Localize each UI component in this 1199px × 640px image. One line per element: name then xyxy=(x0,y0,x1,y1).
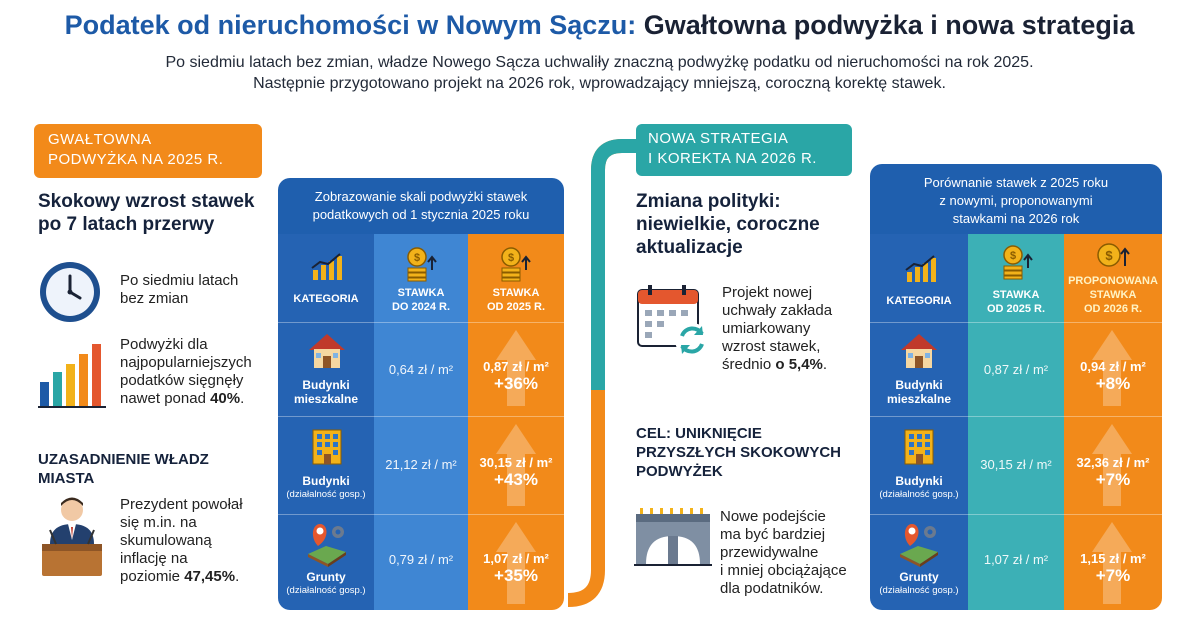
new-rate-value: 1,07 zł / m² xyxy=(483,551,549,566)
new-rate-value: 1,15 zł / m² xyxy=(1080,551,1146,566)
text-end: . xyxy=(822,356,828,373)
clock-icon xyxy=(36,258,104,326)
bar-chart-icon xyxy=(36,340,108,410)
new-rate-value: 32,36 zł / m² xyxy=(1076,455,1150,470)
text-line: umiarkowany xyxy=(722,320,811,337)
row-divider xyxy=(870,514,1162,515)
row3-new-rate xyxy=(468,550,564,584)
label-line: PROPONOWANA xyxy=(1068,275,1158,287)
percent-change: +8% xyxy=(1095,374,1131,393)
text-line: nawet ponad xyxy=(120,390,211,407)
point-increase xyxy=(120,336,280,408)
badge-line: GWAŁTOWNA xyxy=(48,131,152,148)
heading-line: niewielkie, coroczne xyxy=(636,214,820,235)
timeline-connector xyxy=(560,130,640,612)
house-icon xyxy=(898,330,940,370)
text-line: Projekt nowej xyxy=(722,284,813,301)
label-line: STAWKA xyxy=(397,287,445,299)
highlight-value: o 5,4% xyxy=(775,356,823,373)
subtitle-line2: Następnie przygotowano projekt na 2026 rok, wprowadzający mniejszą, coroczną korektę stawek. xyxy=(253,75,946,92)
row3-category xyxy=(278,570,374,598)
middle-heading xyxy=(636,190,866,259)
text-line: ma być bardziej xyxy=(720,526,826,543)
row1-old-rate: 0,87 zł / m² xyxy=(983,362,1049,377)
text-end: . xyxy=(240,390,245,407)
table-2026-comparison xyxy=(870,164,1162,610)
land-pin-icon xyxy=(304,520,350,568)
category-note: (działalność gosp.) xyxy=(879,585,959,596)
row1-category xyxy=(870,378,968,406)
label-line: OD 2025 R. xyxy=(986,303,1046,315)
col-old-label xyxy=(374,286,468,314)
new-rate-value: 30,15 zł / m² xyxy=(479,455,553,470)
text-line: najpopularniejszych xyxy=(120,354,252,371)
col-new-label xyxy=(1064,274,1162,316)
row1-category xyxy=(278,378,374,406)
header-line: Porównanie stawek z 2025 roku xyxy=(923,175,1109,190)
category-note: (działalność gosp.) xyxy=(286,489,366,500)
point-inflation xyxy=(120,496,280,586)
percent-change: +43% xyxy=(494,470,538,489)
table-header xyxy=(278,178,564,234)
label-line: STAWKA xyxy=(492,287,540,299)
heading-line: Zmiana polityki: xyxy=(636,191,781,212)
text-line: bez zmian xyxy=(120,290,189,307)
category-line: mieszkalne xyxy=(293,392,359,406)
col-new-label xyxy=(468,286,564,314)
percent-change: +7% xyxy=(1095,470,1131,489)
text-line: poziomie xyxy=(120,568,185,585)
heading-line: Skokowy wzrost stawek xyxy=(38,191,255,212)
text-line: skumulowaną xyxy=(120,532,212,549)
up-arrow-graphic xyxy=(496,424,536,454)
row3-old-rate: 1,07 zł / m² xyxy=(983,552,1049,567)
col-old-label xyxy=(968,288,1064,316)
category-line: Grunty xyxy=(306,570,346,584)
row-divider xyxy=(870,416,1162,417)
text-line: uchwały zakłada xyxy=(722,302,833,319)
category-line: mieszkalne xyxy=(886,392,952,406)
heading-line: PODWYŻEK xyxy=(636,463,723,480)
text-line: dla podatników. xyxy=(720,580,824,597)
up-arrow-graphic xyxy=(496,522,536,552)
text-line: wzrost stawek, xyxy=(722,338,821,355)
badge-line: I KOREKTA NA 2026 R. xyxy=(648,150,817,167)
category-line: Budynki xyxy=(895,378,943,392)
percent-change: +35% xyxy=(494,566,538,585)
row-divider xyxy=(278,514,564,515)
row2-category xyxy=(870,474,968,502)
label-line: OD 2025 R. xyxy=(486,301,546,313)
text-line: średnio xyxy=(722,356,776,373)
category-note: (działalność gosp.) xyxy=(879,489,959,500)
category-line: Grunty xyxy=(899,570,939,584)
speaker-podium-icon xyxy=(36,494,108,580)
up-arrow-graphic xyxy=(1092,330,1132,360)
heading-line: MIASTA xyxy=(38,470,95,487)
label-line: OD 2026 R. xyxy=(1083,303,1143,315)
office-building-icon xyxy=(310,426,344,466)
svg-text:$: $ xyxy=(1105,248,1113,263)
row1-new-rate xyxy=(468,358,564,392)
heading-line: aktualizacje xyxy=(636,237,743,258)
badge-line: NOWA STRATEGIA xyxy=(648,130,789,147)
justification-heading xyxy=(38,450,268,488)
row-divider xyxy=(278,322,564,323)
text-line: przewidywalne xyxy=(720,544,819,561)
row-divider xyxy=(870,322,1162,323)
land-pin-icon xyxy=(896,520,942,568)
goal-heading xyxy=(636,424,866,481)
title-part2: Gwałtowna podwyżka i nowa strategia xyxy=(636,10,1135,40)
text-line: i mniej obciążające xyxy=(720,562,847,579)
up-arrow-graphic xyxy=(1092,424,1132,454)
heading-line: CEL: UNIKNIĘCIE xyxy=(636,425,762,442)
row2-category xyxy=(278,474,374,502)
page-title xyxy=(0,10,1199,41)
row2-new-rate xyxy=(468,454,564,488)
header-line: z nowymi, proponowanymi xyxy=(939,193,1093,208)
new-rate-value: 0,94 zł / m² xyxy=(1080,359,1146,374)
subtitle-line1: Po siedmiu latach bez zmian, władze Nowego Sącza uchwaliły znaczną podwyżkę podatku od nieruchomości na rok 2025. xyxy=(165,54,1034,71)
table-2025-increase xyxy=(278,178,564,610)
row2-old-rate: 30,15 zł / m² xyxy=(980,457,1052,472)
row1-new-rate xyxy=(1064,358,1162,392)
up-arrow-graphic xyxy=(496,330,536,360)
label-line: DO 2024 R. xyxy=(391,301,451,313)
label-line: STAWKA xyxy=(992,289,1040,301)
new-rate-value: 0,87 zł / m² xyxy=(483,359,549,374)
subtitle xyxy=(0,52,1199,94)
text-line: się m.in. na xyxy=(120,514,197,531)
text-line: podatków sięgnęły xyxy=(120,372,244,389)
text-line: inflację na xyxy=(120,550,188,567)
row3-category xyxy=(870,570,968,598)
col-category-label: KATEGORIA xyxy=(886,295,952,307)
svg-text:$: $ xyxy=(1009,250,1017,262)
strategy-badge xyxy=(636,124,852,176)
coins-icon xyxy=(1000,244,1034,280)
bridge-icon xyxy=(634,506,712,568)
coins-icon xyxy=(1096,242,1130,272)
row3-old-rate: 0,79 zł / m² xyxy=(388,552,454,567)
label-line: STAWKA xyxy=(1089,289,1137,301)
svg-text:$: $ xyxy=(413,252,421,264)
coins-icon xyxy=(498,246,532,282)
row-divider xyxy=(278,416,564,417)
highlight-value: 47,45% xyxy=(184,568,236,585)
row2-new-rate xyxy=(1064,454,1162,488)
point-no-change xyxy=(120,272,280,308)
highlight-value: 40% xyxy=(210,390,241,407)
text-line: Po siedmiu latach xyxy=(120,272,239,289)
row1-old-rate: 0,64 zł / m² xyxy=(388,362,454,377)
svg-text:$: $ xyxy=(507,252,515,264)
text-line: Podwyżki dla xyxy=(120,336,208,353)
text-end: . xyxy=(235,568,240,585)
house-icon xyxy=(306,330,348,370)
heading-line: po 7 latach przerwy xyxy=(38,214,215,235)
office-building-icon xyxy=(902,426,936,466)
col-category-label: KATEGORIA xyxy=(293,293,359,305)
title-part1: Podatek od nieruchomości w Nowym Sączu: xyxy=(64,10,637,40)
category-line: Budynki xyxy=(302,474,350,488)
point-predictable xyxy=(720,508,870,598)
category-line: Budynki xyxy=(895,474,943,488)
percent-change: +7% xyxy=(1095,566,1131,585)
heading-line: UZASADNIENIE WŁADZ xyxy=(38,451,209,468)
chart-up-icon xyxy=(904,254,938,284)
row3-new-rate xyxy=(1064,550,1162,584)
header-line: podatkowych od 1 stycznia 2025 roku xyxy=(312,207,530,222)
category-line: Budynki xyxy=(302,378,350,392)
header-line: stawkami na 2026 rok xyxy=(952,211,1080,226)
row2-old-rate: 21,12 zł / m² xyxy=(385,457,457,472)
table-header xyxy=(870,164,1162,234)
increase-badge xyxy=(34,124,262,178)
up-arrow-graphic xyxy=(1092,522,1132,552)
badge-line: PODWYŻKA NA 2025 R. xyxy=(48,151,224,168)
point-moderate-increase xyxy=(722,284,862,374)
left-heading xyxy=(38,190,278,236)
percent-change: +36% xyxy=(494,374,538,393)
coins-icon xyxy=(404,246,438,282)
text-line: Nowe podejście xyxy=(720,508,826,525)
heading-line: PRZYSZŁYCH SKOKOWYCH xyxy=(636,444,842,461)
chart-up-icon xyxy=(310,252,344,282)
header-line: Zobrazowanie skali podwyżki stawek xyxy=(314,189,528,204)
text-line: Prezydent powołał xyxy=(120,496,243,513)
calendar-refresh-icon xyxy=(636,284,712,360)
category-note: (działalność gosp.) xyxy=(286,585,366,596)
